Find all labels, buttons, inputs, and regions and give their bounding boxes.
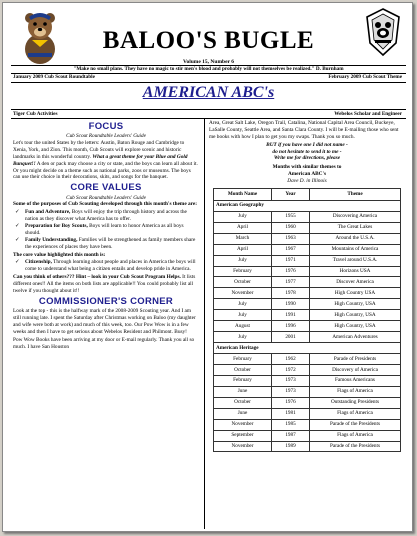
column-header-year: Year <box>272 188 310 200</box>
table-cell-year: 1973 <box>272 386 310 397</box>
request-line-2: do not hesitate to send it to me - <box>272 148 342 155</box>
table-cell-month: July <box>214 255 272 266</box>
table-cell-month: August <box>214 321 272 332</box>
table-cell-year: 1955 <box>272 211 310 222</box>
table-cell-year: 1960 <box>272 222 310 233</box>
table-cell-theme: High Country, USA <box>310 299 401 310</box>
roundtable-date: January 2009 Cub Scout Roundtable <box>13 74 95 80</box>
table-cell-year: 1991 <box>272 310 310 321</box>
table-section-row <box>214 200 401 211</box>
core-values-byline: Cub Scout Roundtable Leaders' Guide <box>66 194 146 201</box>
table-cell-theme: Famous Americans <box>310 375 401 386</box>
table-cell-year: 1962 <box>272 354 310 365</box>
table-row <box>214 211 401 222</box>
table-cell-year: 2001 <box>272 332 310 343</box>
left-column <box>13 120 199 351</box>
volume-number: Volume 15, Number 6 <box>182 59 235 65</box>
commissioner-heading: COMMISSIONER'S CORNER <box>38 295 174 307</box>
table-cell-theme: Around the U.S.A. <box>310 233 401 244</box>
table-cell-theme: Parade of the Presidents <box>310 441 401 452</box>
table-cell-year: 1971 <box>272 255 310 266</box>
table-cell-month: November <box>214 288 272 299</box>
core-value-list <box>13 259 199 273</box>
table-row <box>214 419 401 430</box>
tiger-cub-activities: Tiger Cub Activities <box>13 111 58 117</box>
section-label: American Geography <box>214 200 401 211</box>
table-cell-theme: Travel around U.S.A. <box>310 255 401 266</box>
table-cell-year: 1967 <box>272 244 310 255</box>
core-values-intro: Some of the purposes of Cub Scouting developed through this month's theme are: <box>13 201 198 208</box>
theme-date: February 2009 Cub Scout Theme <box>328 74 402 80</box>
focus-paragraph: Let's tour the united States by the letters: Austin, Baton Rouge and Cambridge to Xenia, York, and Zion. This month, Cub Scouts will explore scenic and historic landmarks in this wonderful country. What a great theme for your Blue and Gold Banquet!! A den or pack may choose a city or state, and the boys can learn all about it. Or you might decide on a theme such as national parks, zoos or museums. The boys can use their choice in their decorations, skits, and songs for the banquet. <box>13 140 198 181</box>
request-line-1: BUT if you have one I did not name - <box>266 141 348 148</box>
newsletter-page <box>2 2 413 532</box>
core-values-heading: CORE VALUES <box>70 182 142 194</box>
table-cell-theme: Discovery of America <box>310 364 401 375</box>
table-cell-month: February <box>214 354 272 365</box>
table-cell-theme: Discovering America <box>310 211 401 222</box>
table-cell-month: July <box>214 299 272 310</box>
table-row <box>214 354 401 365</box>
newsletter-title: BALOO'S BUGLE <box>102 27 315 54</box>
table-cell-theme: High Country, USA <box>310 310 401 321</box>
subheader-rule-bottom <box>11 118 406 119</box>
table-row <box>214 255 401 266</box>
table-cell-theme: Flags of America <box>310 386 401 397</box>
table-cell-year: 1977 <box>272 277 310 288</box>
purposes-list <box>13 209 199 250</box>
table-cell-theme: High Country USA <box>310 288 401 299</box>
table-row <box>214 222 401 233</box>
table-body <box>214 200 401 452</box>
core-value-intro: The core value highlighted this month is: <box>13 251 106 258</box>
table-cell-year: 1990 <box>272 299 310 310</box>
table-caption-theme: American ABC's <box>287 171 327 178</box>
table-cell-month: July <box>214 332 272 343</box>
table-cell-month: July <box>214 310 272 321</box>
table-row <box>214 408 401 419</box>
table-cell-year: 1981 <box>272 408 310 419</box>
table-cell-month: June <box>214 386 272 397</box>
masthead-quote: "Make no small plans. They have no magic to stir men's blood and probably will not themselves be realized." D. Burnham <box>73 66 344 72</box>
table-cell-year: 1996 <box>272 321 310 332</box>
table-cell-year: 1973 <box>272 375 310 386</box>
commissioner-paragraph-2: Pow Wow Books have been arriving at my door or E-mail regularly. Thank you all so much. I have San Houston <box>13 336 195 350</box>
webelos-section: Webelos Scholar and Engineer <box>334 111 402 117</box>
table-row <box>214 430 401 441</box>
table-cell-theme: American Adventures <box>310 332 401 343</box>
masthead-rule-bottom <box>11 82 406 83</box>
pow-wow-paragraph: Area, Great Salt Lake, Oregon Trail, Catalina, National Capital Area Council, Buckeye, LaSalle County, Seattle Area, and Santa Clara County. I will be E-mailing those who sent me books with how I plan to get you my swaps. Thank you so much. <box>209 120 399 140</box>
table-cell-month: July <box>214 211 272 222</box>
table-cell-month: October <box>214 397 272 408</box>
table-cell-month: March <box>214 233 272 244</box>
table-cell-month: June <box>214 408 272 419</box>
table-cell-month: April <box>214 222 272 233</box>
table-cell-theme: Mountains of America <box>310 244 401 255</box>
table-row <box>214 277 401 288</box>
theme-title: AMERICAN ABC's <box>142 84 275 101</box>
table-caption: Months with similar themes to <box>272 164 342 171</box>
table-cell-theme: The Great Lakes <box>310 222 401 233</box>
table-cell-theme: Flags of America <box>310 430 401 441</box>
commissioner-paragraph-1: Look at the top - this is the halfway mark of the 2008-2009 Scouting year. And I am still running late. I spent the Saturday after Christmas working on Baloo (my daughter and wife were both at work) and much of this week, too. Our Pow Wow is in a few weeks and then I have to get serious about Webelos Resident and Philmont. Busy! <box>13 308 196 335</box>
focus-byline: Cub Scout Roundtable Leaders' Guide <box>66 133 146 140</box>
table-cell-theme: High Country, USA <box>310 321 401 332</box>
table-cell-year: 1972 <box>272 364 310 375</box>
table-cell-month: February <box>214 375 272 386</box>
core-values-closing: Can you think of others??? Hint – look in your Cub Scout Program Helps. It lists different ones!! All the items on both lists are applicable!! You could probably list all twelve if you thought about it!! <box>13 274 196 294</box>
table-cell-year: 1976 <box>272 266 310 277</box>
table-cell-year: 1976 <box>272 397 310 408</box>
table-row <box>214 386 401 397</box>
focus-heading: FOCUS <box>88 121 124 132</box>
table-cell-month: October <box>214 364 272 375</box>
table-section-row <box>214 343 401 354</box>
column-header-theme: Theme <box>310 188 401 200</box>
list-item: ✓ Preparation for Boy Scouts, Boys will learn to honor America as all boys should. <box>13 223 199 237</box>
table-cell-theme: Flags of America <box>310 408 401 419</box>
column-divider <box>204 119 205 529</box>
table-cell-month: October <box>214 277 272 288</box>
table-cell-month: November <box>214 441 272 452</box>
subheader-rule-top <box>11 109 406 110</box>
table-cell-theme: Horizons USA <box>310 266 401 277</box>
table-row <box>214 244 401 255</box>
table-cell-year: 1963 <box>272 233 310 244</box>
table-cell-theme: Parade of Presidents <box>310 354 401 365</box>
table-row <box>214 441 401 452</box>
table-cell-theme: Parade of the Presidents <box>310 419 401 430</box>
table-cell-year: 1987 <box>272 430 310 441</box>
column-header-month: Month Name <box>214 188 272 200</box>
table-cell-year: 1985 <box>272 419 310 430</box>
table-credit: Dave D. in Illinois <box>287 178 327 184</box>
table-cell-month: November <box>214 419 272 430</box>
table-cell-theme: Discover America <box>310 277 401 288</box>
list-item: ✓ Family Understanding, Families will be strengthened as family members share the experiences of places they have been. <box>13 237 199 251</box>
table-cell-year: 1978 <box>272 288 310 299</box>
table-header-row <box>214 188 401 200</box>
list-item: ✓ Citizenship, Through learning about people and places in America the boys will come to understand what being a citizen entails and develop pride in America. <box>13 259 199 273</box>
table-row <box>214 266 401 277</box>
table-cell-year: 1989 <box>272 441 310 452</box>
section-label: American Heritage <box>214 343 401 354</box>
table-cell-month: April <box>214 244 272 255</box>
table-cell-month: September <box>214 430 272 441</box>
table-row <box>214 288 401 299</box>
request-line-3: Write me for directions, please <box>273 155 341 162</box>
table-row <box>214 375 401 386</box>
similar-themes-table <box>213 188 401 453</box>
table-row <box>214 364 401 375</box>
table-row <box>214 299 401 310</box>
right-column <box>209 120 405 452</box>
table-row <box>214 310 401 321</box>
table-row <box>214 397 401 408</box>
table-row <box>214 332 401 343</box>
table-row <box>214 233 401 244</box>
list-item: ✓ Fun and Adventure, Boys will enjoy the trip through history and across the nation as they discover what America has to offer. <box>13 209 199 223</box>
table-row <box>214 321 401 332</box>
table-cell-theme: Outstanding Presidents <box>310 397 401 408</box>
table-cell-month: February <box>214 266 272 277</box>
